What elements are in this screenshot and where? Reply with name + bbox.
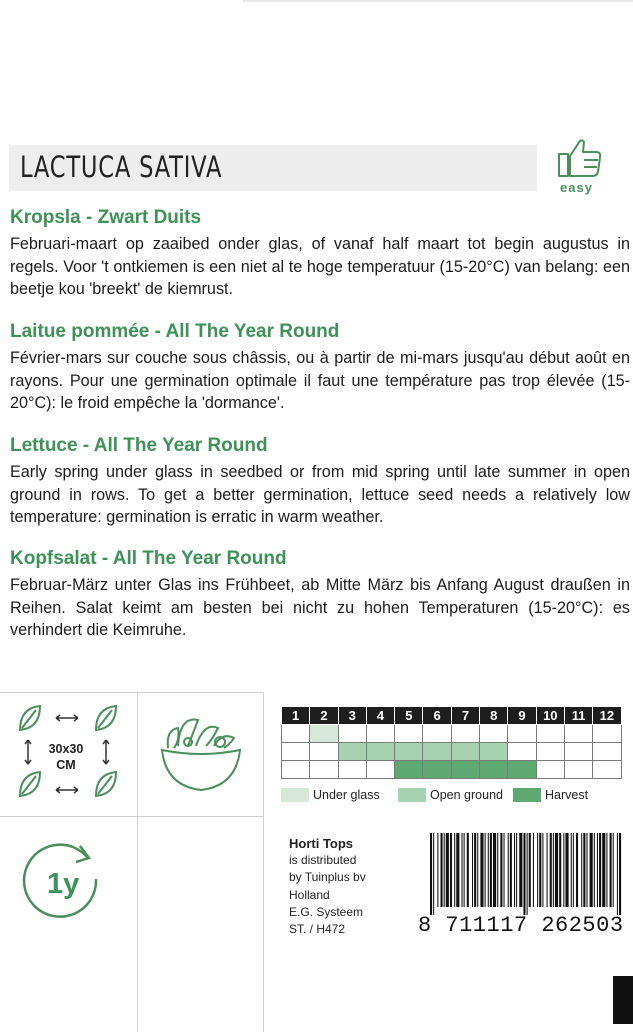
barcode-bar	[527, 833, 528, 915]
barcode-bar	[504, 833, 505, 907]
barcode-bar	[446, 833, 449, 907]
barcode-bar	[450, 833, 452, 907]
spacing-unit: CM	[56, 758, 76, 772]
barcode-bar	[490, 833, 492, 907]
calendar-cell	[451, 761, 479, 779]
calendar-row-open-ground	[282, 743, 622, 761]
barcode-bar	[516, 833, 517, 907]
calendar-cell	[564, 761, 592, 779]
icon-grid-middle-divider	[0, 816, 263, 817]
barcode-bar	[583, 833, 585, 907]
calendar-cell	[480, 725, 508, 743]
icon-grid-divider-right	[263, 692, 264, 1032]
barcode-number: 8 711117 262503	[418, 913, 624, 938]
calendar-month-2: 2	[310, 707, 338, 725]
calendar-cell	[480, 761, 508, 779]
legend-swatch-open-ground	[398, 788, 426, 802]
barcode-bar	[464, 833, 465, 907]
barcode-bar	[441, 833, 443, 907]
calendar-cell	[282, 725, 310, 743]
barcode-bar	[597, 833, 598, 907]
section-body-fr: Février-mars sur couche sous châssis, ou à partir de mi-mars jusqu'au début août en rayons. Pour une germination optimale il faut une température pas trop élevée (15-20°C): le froid empêche la 'dormance'.	[10, 349, 630, 412]
barcode-bar	[590, 833, 593, 907]
section-body-nl: Februari-maart op zaaibed onder glas, of vanaf half maart tot begin augustus in regels. Voor 't ontkiemen is een niet al te hoge temperatuur (15-20°C) van belang: een beetje kou 'breekt' de kiemrust.	[10, 235, 630, 298]
legend-label-open-ground: Open ground	[430, 788, 503, 802]
calendar-cell	[338, 743, 366, 761]
barcode-bar	[430, 833, 432, 915]
section-title-de: Kopfsalat - All The Year Round	[10, 548, 287, 569]
section-body-de: Februar-März unter Glas ins Frühbeet, ab Mitte März bis Anfang August draußen in Reihen. Salat keimt am besten bei nicht zu hohen Temperaturen (15-20°C): es verhindert die Keimruhe.	[10, 576, 630, 639]
thumbs-up-icon	[556, 136, 606, 180]
calendar-cell	[508, 743, 536, 761]
legend-swatch-under-glass	[281, 788, 309, 802]
barcode-bar	[472, 833, 473, 907]
calendar-month-10: 10	[536, 707, 564, 725]
calendar-cell	[310, 725, 338, 743]
barcode-bar	[539, 833, 541, 907]
calendar-cell	[593, 761, 621, 779]
calendar-cell	[593, 725, 621, 743]
difficulty-label: easy	[560, 180, 593, 195]
barcode	[430, 833, 622, 915]
calendar-month-4: 4	[366, 707, 394, 725]
barcode-bar	[474, 833, 476, 907]
species-name: LACTUCA SATIVA	[20, 150, 223, 184]
barcode-bar	[497, 833, 498, 907]
barcode-bar	[617, 833, 618, 915]
calendar-cell	[536, 743, 564, 761]
barcode-bar	[606, 833, 607, 907]
section-title-en: Lettuce - All The Year Round	[10, 435, 268, 456]
barcode-bar	[500, 833, 502, 907]
barcode-bar	[581, 833, 582, 907]
barcode-bar	[533, 833, 534, 907]
cycle-label: 1y	[47, 868, 80, 900]
calendar-cell	[366, 743, 394, 761]
barcode-bar	[563, 833, 564, 907]
barcode-bar	[510, 833, 512, 907]
calendar-cell	[423, 725, 451, 743]
calendar-cell	[423, 743, 451, 761]
calendar-cell	[536, 761, 564, 779]
calendar-cell	[366, 761, 394, 779]
calendar-cell	[282, 743, 310, 761]
section-title-fr: Laitue pommée - All The Year Round	[10, 321, 340, 342]
barcode-bar	[488, 833, 489, 907]
barcode-bar	[610, 833, 612, 907]
icon-grid-top-border	[0, 692, 263, 693]
calendar-cell	[564, 743, 592, 761]
calendar-month-7: 7	[451, 707, 479, 725]
barcode-bar	[571, 833, 572, 907]
sowing-calendar	[281, 707, 622, 779]
calendar-cell	[536, 725, 564, 743]
legend-harvest	[513, 788, 588, 802]
calendar-cell	[508, 761, 536, 779]
barcode-bar	[467, 833, 469, 907]
calendar-month-1: 1	[282, 707, 310, 725]
top-border	[243, 0, 633, 2]
calendar-cell	[310, 743, 338, 761]
barcode-bar	[437, 833, 438, 907]
plant-spacing-label	[42, 741, 90, 773]
barcode-bar	[559, 833, 561, 907]
distributor-info	[289, 835, 366, 938]
calendar-header-row	[282, 707, 622, 725]
barcode-bar	[613, 833, 614, 907]
distributor-line: by Tuinplus bv	[289, 870, 366, 885]
legend-label-under-glass: Under glass	[313, 788, 380, 802]
calendar-cell	[282, 761, 310, 779]
barcode-bar	[619, 833, 621, 915]
barcode-bar	[523, 833, 525, 915]
barcode-bar	[550, 833, 552, 907]
edge-mark	[613, 976, 633, 1024]
barcode-bar	[454, 833, 455, 907]
barcode-bar	[493, 833, 496, 907]
barcode-bar	[542, 833, 543, 907]
calendar-cell	[395, 761, 423, 779]
legend-under-glass	[281, 788, 380, 802]
calendar-month-6: 6	[423, 707, 451, 725]
distributor-line: E.G. Systeem	[289, 904, 364, 919]
barcode-bar	[456, 833, 459, 907]
barcode-bar	[444, 833, 445, 907]
calendar-cell	[451, 743, 479, 761]
icon-grid-divider	[137, 692, 138, 1032]
calendar-month-12: 12	[593, 707, 621, 725]
calendar-cell	[338, 761, 366, 779]
calendar-cell	[508, 725, 536, 743]
calendar-cell	[395, 743, 423, 761]
barcode-bar	[594, 833, 595, 907]
calendar-month-3: 3	[338, 707, 366, 725]
barcode-bar	[519, 833, 522, 907]
barcode-bar	[433, 833, 434, 915]
calendar-cell	[338, 725, 366, 743]
barcode-bar	[537, 833, 538, 907]
section-title-nl: Kropsla - Zwart Duits	[10, 207, 202, 228]
calendar-cell	[366, 725, 394, 743]
legend-open-ground	[398, 788, 503, 802]
calendar-cell	[564, 725, 592, 743]
distributor-line: Holland	[289, 887, 330, 902]
section-body-en: Early spring under glass in seedbed or from mid spring until late summer in open ground in rows. To get a better germination, lettuce seed needs a relatively low temperature: germination is erratic in warm weather.	[10, 463, 630, 526]
barcode-bar	[586, 833, 587, 907]
barcode-bar	[576, 833, 578, 907]
distributor-line: is distributed	[289, 853, 357, 868]
barcode-bar	[480, 833, 483, 907]
barcode-bar	[565, 833, 568, 907]
barcode-bar	[573, 833, 574, 907]
barcode-bar	[485, 833, 486, 907]
salad-bowl-icon	[158, 712, 244, 796]
barcode-bar	[553, 833, 554, 907]
distributor-line: ST. / H472	[289, 922, 346, 937]
calendar-cell	[451, 725, 479, 743]
barcode-bar	[602, 833, 605, 907]
calendar-cell	[423, 761, 451, 779]
calendar-cell	[395, 725, 423, 743]
barcode-bar	[547, 833, 548, 907]
legend-swatch-harvest	[513, 788, 541, 802]
barcode-bar	[477, 833, 478, 907]
calendar-cell	[310, 761, 338, 779]
legend-label-harvest: Harvest	[545, 788, 589, 802]
calendar-month-11: 11	[564, 707, 592, 725]
calendar-month-8: 8	[480, 707, 508, 725]
barcode-bar	[514, 833, 515, 907]
barcode-bar	[555, 833, 558, 907]
barcode-bar	[462, 833, 463, 907]
barcode-bar	[508, 833, 509, 907]
distributor-brand: Horti Tops	[289, 836, 354, 851]
barcode-bar	[599, 833, 601, 907]
calendar-cell	[593, 743, 621, 761]
calendar-month-9: 9	[508, 707, 536, 725]
calendar-month-5: 5	[395, 707, 423, 725]
calendar-row-harvest	[282, 761, 622, 779]
calendar-cell	[480, 743, 508, 761]
spacing-value: 30x30	[48, 742, 84, 756]
calendar-row-under-glass	[282, 725, 622, 743]
barcode-bar	[529, 833, 531, 907]
